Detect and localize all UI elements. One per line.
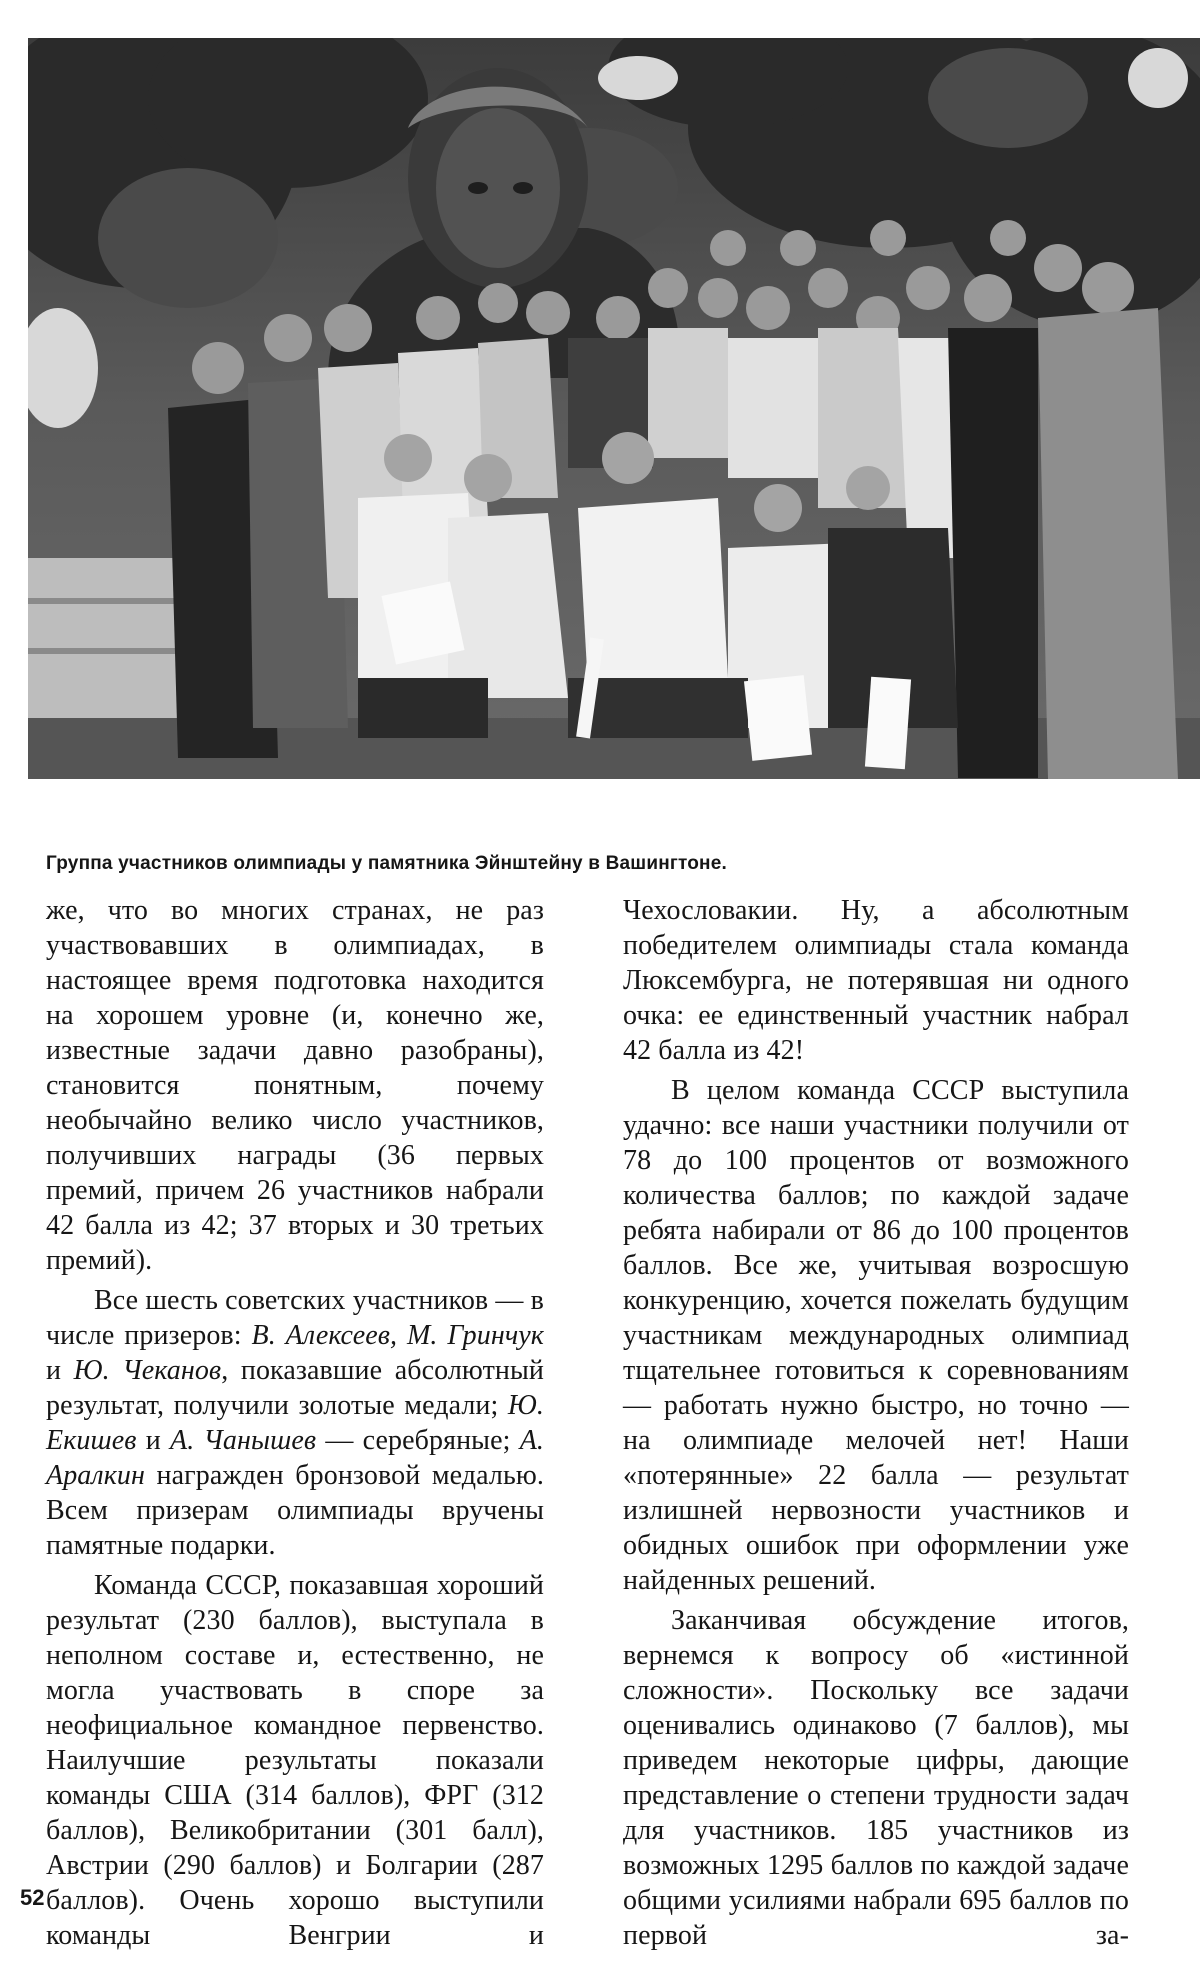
paragraph: В целом команда СССР выступила удачно: все наши участники получили от 78 до 100 процентов от возможного количества баллов; по каждой задаче ребята набирали от 86 до 100 процентов баллов. Все же, учитывая возросшую конкуренцию, хочется пожелать будущим участникам международных олимпиад тщательнее готовиться к соревнованиям — работать нужно быстро, но точно — на олимпиаде мелочей нет! Наши «потерянные» 22 балла — результат излишней нервозности участников и обидных ошибок при оформлении уже найденных решений.: [623, 1075, 1129, 1596]
right-column: [623, 893, 1129, 1958]
text-span: — серебряные;: [316, 1425, 520, 1456]
text-span: награжден бронзовой медалью. Всем призерам олимпиады вручены памятные подарки.: [46, 1460, 544, 1561]
page-number: 52: [20, 1885, 45, 1910]
person-name: Ю. Чеканов: [73, 1355, 222, 1386]
text-span: Все шесть советских участников — в числе призеров:: [46, 1285, 544, 1351]
photo-illustration: [28, 38, 1200, 779]
paragraph: Заканчивая обсуждение итогов, вернемся к вопросу об «истинной сложности». Поскольку все задачи оценивались одинаково (7 баллов), мы приведем некоторые цифры, дающие представление о степени трудности задач для участников. 185 участников из возможных 1295 баллов по каждой задаче общими усилиями набрали 695 баллов по первой за-: [623, 1605, 1129, 1951]
person-name: А. Чанышев: [170, 1425, 317, 1456]
paragraph: Команда СССР, показавшая хороший результат (230 баллов), выступала в неполном составе и, естественно, не могла участвовать в споре за неофициальное командное первенство. Наилучшие результаты показали команды США (314 баллов), ФРГ (312 баллов), Великобритании (301 балл), Австрии (290 баллов) и Болгарии (287 баллов). Очень хорошо выступили команды Венгрии и: [46, 1570, 544, 1951]
text-span: и: [136, 1425, 171, 1456]
text-span: и: [46, 1355, 74, 1386]
left-column: [46, 893, 544, 1958]
group-photograph: [28, 38, 1200, 779]
paragraph: Чехословакии. Ну, а абсолютным победителем олимпиады стала команда Люксембурга, не потерявшая ни одного очка: ее единственный участник набрал 42 балла из 42!: [623, 895, 1129, 1066]
text-span: , показавшие абсолютный результат, получили золотые медали;: [46, 1355, 544, 1421]
paragraph-medalists: [46, 1283, 544, 1563]
photo-caption: Группа участников олимпиады у памятника Эйнштейну в Вашингтоне.: [46, 853, 727, 874]
person-name: В. Алексеев, М. Гринчук: [251, 1320, 545, 1351]
paragraph: же, что во многих странах, не раз участвовавших в олимпиадах, в настоящее время подготовка находится на хорошем уровне (и, конечно же, известные задачи давно разобраны), становится понятным, почему необычайно велико число участников, получивших награды (36 первых премий, причем 26 участников набрали 42 балла из 42; 37 вторых и 30 третьих премий).: [46, 895, 544, 1276]
person-name: А. Аралкин: [46, 1425, 544, 1491]
person-name: Ю. Екишев: [46, 1390, 544, 1456]
